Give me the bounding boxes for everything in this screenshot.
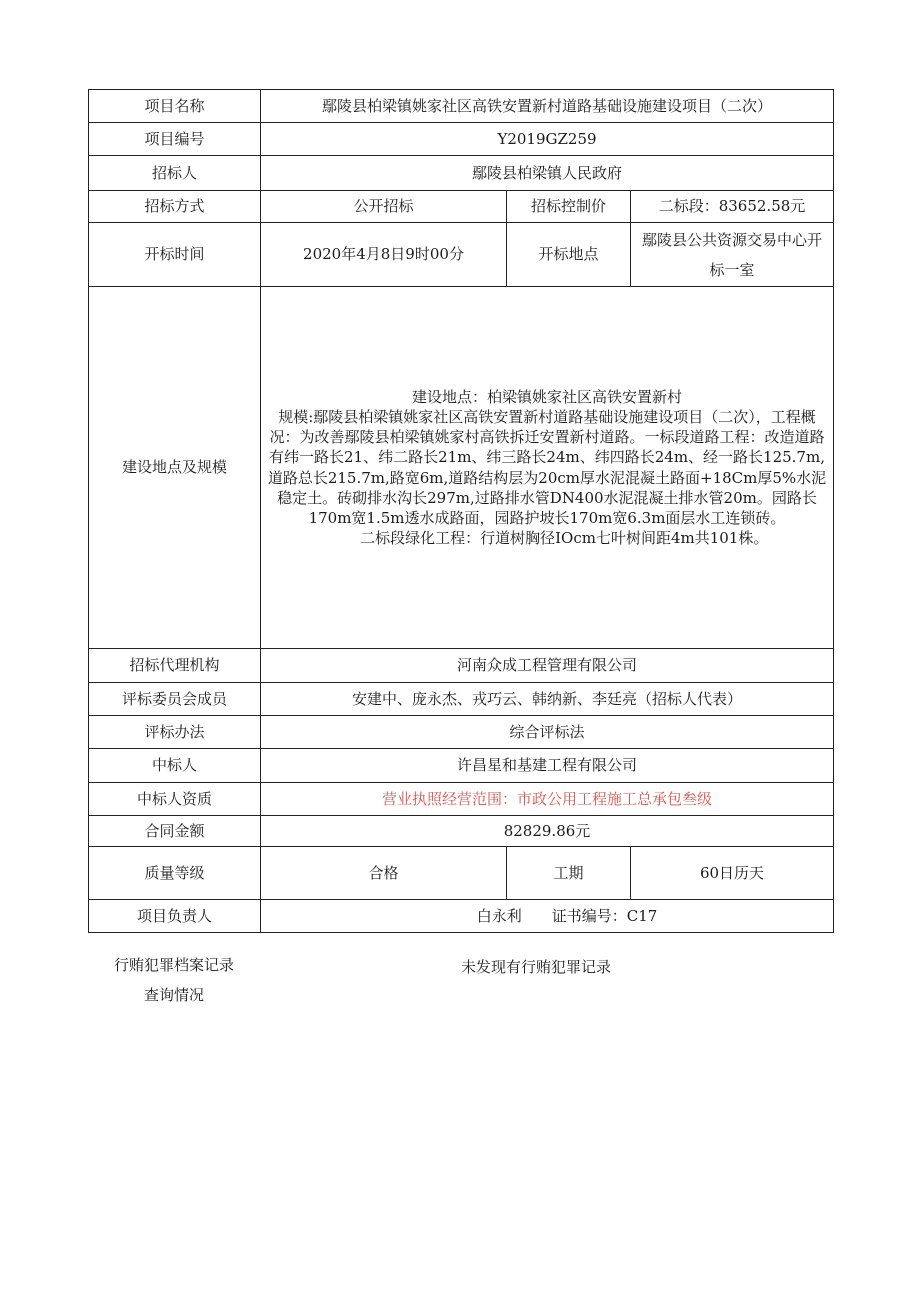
bid-info-table — [88, 89, 834, 933]
row-project-name — [89, 90, 834, 123]
eval-method-value: 综合评标法 — [261, 716, 834, 749]
qualification-value: 营业执照经营范围：市政公用工程施工总承包叁级 — [261, 783, 834, 816]
row-winner — [89, 749, 834, 783]
bribery-label-line2: 查询情况 — [143, 986, 204, 1004]
tenderer-label: 招标人 — [89, 156, 261, 191]
bribery-record-value: 未发现有行贿犯罪记录 — [460, 958, 611, 976]
winner-label: 中标人 — [89, 749, 261, 783]
method-value: 公开招标 — [261, 191, 507, 223]
row-agency — [89, 649, 834, 683]
row-opening — [89, 223, 834, 287]
scope-body: 规模:鄢陵县柏梁镇姚家社区高铁安置新村道路基础设施建设项目（二次），工程概况：为改善鄢陵县柏梁镇姚家村高铁拆迁安置新村道路。一标段道路工程：改造道路有纬一路长21、纬二路长21m、纬三路长24m、纬四路长24m、经一路长125.7m,道路总长215.7m,路宽6m,道路结构层为20cm厚水泥混凝土路面+18Cm厚5%水泥稳定土。砖砌排水沟长297m,过路排水管DN400水泥混凝土排水管20m。园路长170m宽1.5m透水成路面，园路护坡长170m宽6.3m面层水工连锁砖。 — [267, 407, 827, 527]
project-name-value: 鄢陵县柏梁镇姚家社区高铁安置新村道路基础设施建设项目（二次） — [261, 90, 834, 123]
scope-location: 建设地点：柏梁镇姚家社区高铁安置新村 — [412, 387, 683, 406]
row-tenderer — [89, 156, 834, 191]
manager-value — [261, 900, 834, 933]
bribery-record-label — [88, 950, 260, 1010]
project-no-value: Y2019GZ259 — [261, 123, 834, 156]
opening-time-value: 2020年4月8日9时00分 — [261, 223, 507, 287]
row-scope — [89, 287, 834, 649]
committee-label: 评标委员会成员 — [89, 683, 261, 716]
contract-value: 82829.86元 — [261, 816, 834, 847]
bribery-label-line1: 行贿犯罪档案记录 — [113, 956, 234, 974]
row-qualification — [89, 783, 834, 816]
control-price-label: 招标控制价 — [507, 191, 631, 223]
quality-label: 质量等级 — [89, 847, 261, 900]
period-value: 60日历天 — [631, 847, 834, 900]
opening-place-value: 鄢陵县公共资源交易中心开标一室 — [631, 223, 834, 287]
manager-name: 白永利 — [476, 906, 522, 925]
manager-cert: 证书编号：C17 — [551, 906, 658, 925]
row-project-no — [89, 123, 834, 156]
agency-value: 河南众成工程管理有限公司 — [261, 649, 834, 683]
scope-label: 建设地点及规模 — [89, 287, 261, 649]
period-label: 工期 — [507, 847, 631, 900]
qualification-label: 中标人资质 — [89, 783, 261, 816]
row-contract — [89, 816, 834, 847]
manager-label: 项目负责人 — [89, 900, 261, 933]
control-price-value: 二标段：83652.58元 — [631, 191, 834, 223]
contract-label: 合同金额 — [89, 816, 261, 847]
winner-value: 许昌星和基建工程有限公司 — [261, 749, 834, 783]
tenderer-value: 鄢陵县柏梁镇人民政府 — [261, 156, 834, 191]
row-committee — [89, 683, 834, 716]
committee-value: 安建中、庞永杰、戎巧云、韩纳新、李廷亮（招标人代表） — [261, 683, 834, 716]
opening-time-label: 开标时间 — [89, 223, 261, 287]
project-no-label: 项目编号 — [89, 123, 261, 156]
scope-section2: 二标段绿化工程：行道树胸径IOcm七叶树间距4m共101株。 — [360, 529, 769, 548]
row-manager — [89, 900, 834, 933]
project-name-label: 项目名称 — [89, 90, 261, 123]
row-eval-method — [89, 716, 834, 749]
eval-method-label: 评标办法 — [89, 716, 261, 749]
agency-label: 招标代理机构 — [89, 649, 261, 683]
method-label: 招标方式 — [89, 191, 261, 223]
row-method — [89, 191, 834, 223]
scope-content — [261, 287, 834, 649]
row-quality — [89, 847, 834, 900]
quality-value: 合格 — [261, 847, 507, 900]
opening-place-label: 开标地点 — [507, 223, 631, 287]
